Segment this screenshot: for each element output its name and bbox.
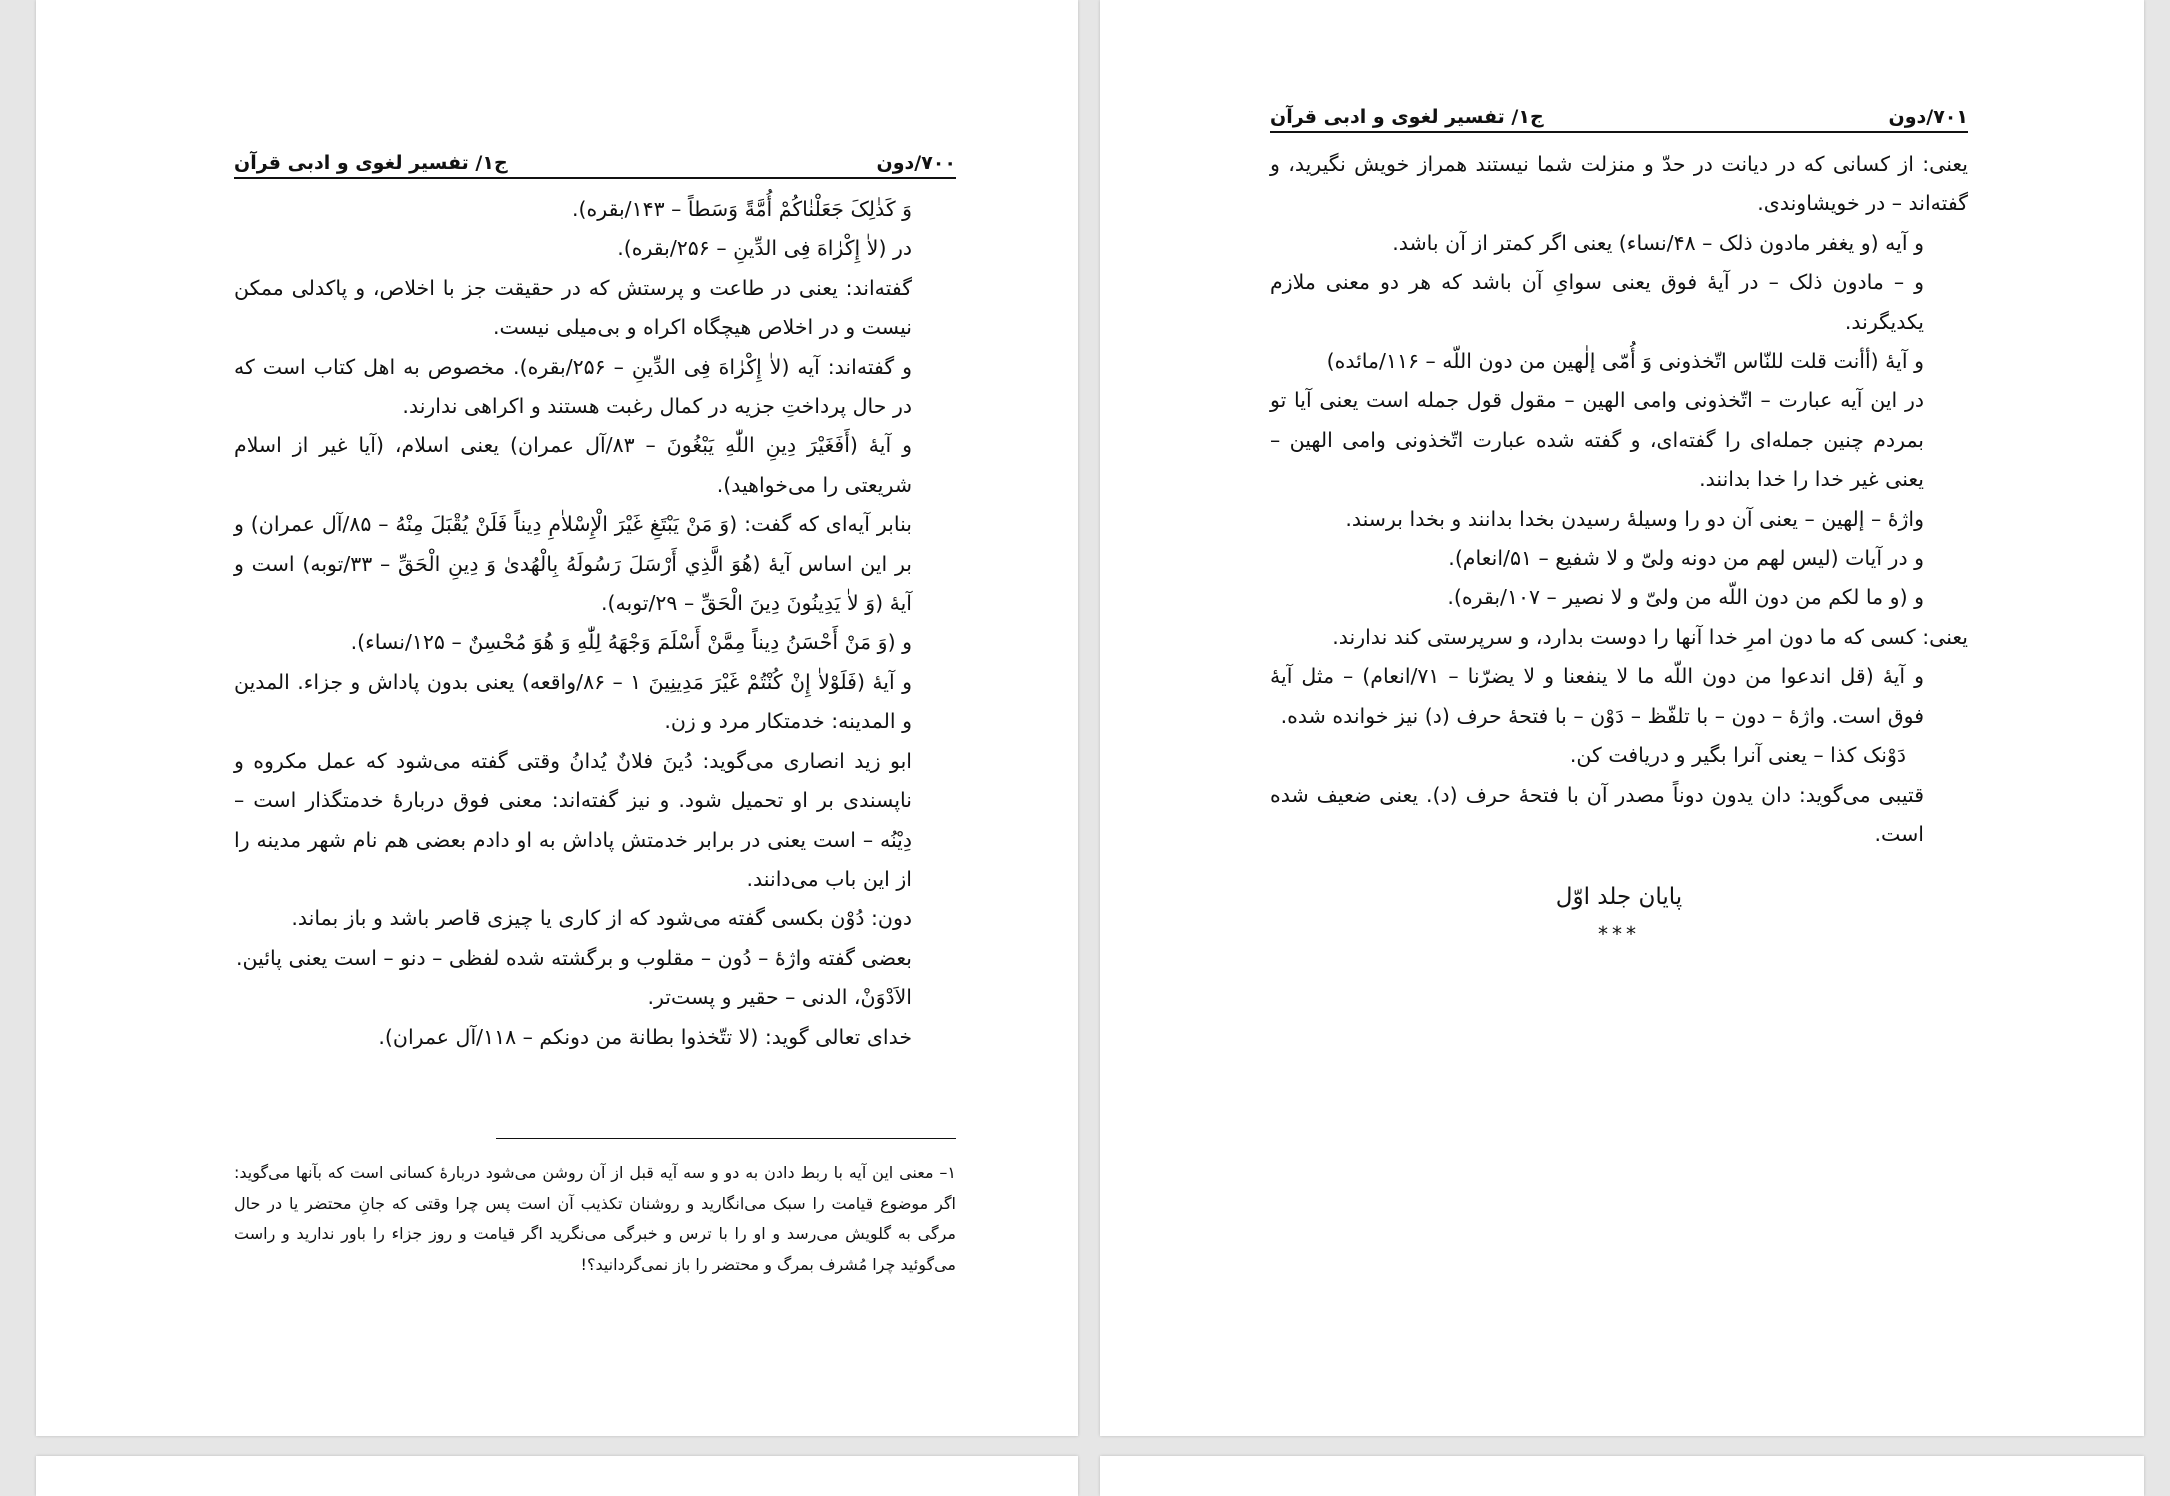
paragraph: واژهٔ – إلهین – یعنی آن دو را وسیلهٔ رسیدن بخدا بدانند و بخدا برسند. [1345,506,1924,531]
right-book-title: ج۱/ تفسیر لغوی و ادبی قرآن [1270,106,1544,128]
left-page [36,0,1078,1436]
left-book-title: ج۱/ تفسیر لغوی و ادبی قرآن [234,152,508,174]
paragraph: الاَدْوَنْ، الدنی – حقیر و پست‌تر. [647,985,912,1010]
paragraph: بعضی گفته واژهٔ – دُون – مقلوب و برگشته شده لفظی – دنو – است یعنی پائین. [236,945,912,970]
footnote-divider [496,1138,956,1139]
paragraph: دَوْنک کذا – یعنی آنرا بگیر و دریافت کن. [1569,743,1906,768]
right-page-body [1270,145,1968,854]
left-page-number: ۷۰۰/دون [876,152,956,174]
paragraph: یعنی: از کسانی که در دیانت در حدّ و منزلت شما نیستند همراز خویش نگیرید، و گفته‌اند – در خویشاوندی. [1270,152,1968,216]
right-page-header [1270,92,1968,133]
paragraph: بنابر آیه‌ای که گفت: (وَ مَنْ یَبْتَغِ غَیْرَ الْإِسْلاٰمِ دِیناً فَلَنْ یُقْبَلَ مِنْهُ – ۸۵/آل عمران) و بر این اساس آیهٔ (هُوَ الَّذِي أَرْسَلَ رَسُولَهُ بِالْهُدیٰ وَ دِینِ الْحَقِّ – ۳۳/توبه) است و آیهٔ (وَ لاٰ یَدِینُونَ دِینَ الْحَقِّ – ۲۹/توبه). [234,512,912,616]
next-page-edge-right [1100,1456,2144,1496]
end-ornament: *** [1598,922,1640,946]
next-page-edge-left [36,1456,1078,1496]
paragraph: و در آیات (لیس لهم من دونه ولیّ و لا شفیع – ۵۱/انعام). [1448,546,1924,571]
paragraph: و آیهٔ (قل اندعوا من دون اللّه ما لا ینفعنا و لا یضرّنا – ۷۱/انعام) – مثل آیهٔ فوق است. واژهٔ – دون – با تلفّظ – دَوْن – با فتحهٔ حرف (د) نیز خوانده شده. [1270,664,1924,728]
paragraph: گفته‌اند: یعنی در طاعت و پرستش که در حقیقت جز با اخلاص، و پاکدلی ممکن نیست و در اخلاص هیچگاه اکراه و بی‌میلی نیست. [234,275,912,340]
paragraph: و آیهٔ (أَفَغَیْرَ دِینِ اللّٰهِ یَبْغُونَ – ۸۳/آل عمران) یعنی اسلام، (آیا غیر از اسلام شریعتی را می‌خواهید). [234,433,913,497]
paragraph: یعنی: کسی که ما دون امرِ خدا آنها را دوست بدارد، و سرپرستی کند ندارند. [1332,624,1968,649]
paragraph: دون: دُوْن بکسی گفته می‌شود که از کاری یا چیزی قاصر باشد و باز بماند. [291,906,912,931]
paragraph: قتیبی می‌گوید: دان یدون دوناً مصدر آن با فتحهٔ حرف (د). یعنی ضعیف شده است. [1270,782,1924,846]
volume-end-title: پایان جلد اوّل [1555,884,1683,910]
right-page-number: ۷۰۱/دون [1888,106,1968,128]
left-page-body [234,190,956,1057]
paragraph: و (وَ مَنْ أَحْسَنُ دِیناً مِمَّنْ أَسْلَمَ وَجْهَهُ لِلّٰهِ وَ هُوَ مُحْسِنٌ – ۱۲۵/نساء). [350,630,912,655]
paragraph: و آیهٔ (أأنت قلت للنّاس اتّخذونی وَ أُمّی إلٰهین من دون اللّه – ۱۱۶/مائده) [1326,349,1924,374]
paragraph: و – مادون ذلک – در آیهٔ فوق یعنی سوایِ آن باشد که هر دو معنی ملازم یکدیگرند. [1270,270,1924,334]
footnote: ۱– معنی این آیه با ربط دادن به دو و سه آیه قبل از آن روشن می‌شود دربارهٔ کسانی است که بآنها می‌گوید: اگر موضوع قیامت را سبک می‌انگارید و روشنان تکذیب آن است پس چرا وقتی که جانِ محتضر یا در حال مرگی به گلویش می‌رسد و او را با ترس و خبرگی می‌نگرید اگر قیامت و روز جزاء را باور ندارید و راست می‌گوئید چرا مُشرف بمرگ و محتضر را باز نمی‌گردانید؟! [234,1163,956,1274]
paragraph: ابو زید انصاری می‌گوید: دُینَ فلانٌ یُدانُ وقتی گفته می‌شود که عمل مکروه و ناپسندی بر او تحمیل شود. و نیز گفته‌اند: معنی فوق دربارهٔ خدمتگذار است – دِیْنُه – است یعنی در برابر خدمتش پاداش به او دادم بعضی هم نام شهر مدینه را از این باب می‌دانند. [234,748,912,891]
paragraph: در (لاٰ إِکْرٰاهَ فِی الدِّینِ – ۲۵۶/بقره). [617,236,912,261]
paragraph: خدای تعالی گوید: (لا تتّخذوا بطانة من دونکم – ۱۱۸/آل عمران). [378,1024,912,1049]
paragraph: و آیهٔ (فَلَوْلاٰ إِنْ کُنْتُمْ غَیْرَ مَدِینِینَ ۱ – ۸۶/واقعه) یعنی بدون پاداش و جزاء. المدین و المدینه: خدمتکار مرد و زن. [234,669,912,734]
paragraph: و (و ما لکم من دون اللّه من ولیّ و لا نصیر – ۱۰۷/بقره). [1447,585,1924,610]
left-page-header [234,138,956,179]
paragraph: و گفته‌اند: آیه (لاٰ إِکْرٰاهَ فِی الدِّینِ – ۲۵۶/بقره). مخصوص به اهل کتاب است که در حال پرداختِ جزیه در کمال رغبت هستند و اکراهی ندارند. [234,354,912,419]
right-page [1100,0,2144,1436]
paragraph: در این آیه عبارت – اتّخذونی وامی الهین – مقول قول جمله است یعنی آیا تو بمردم چنین جمله‌ای را گفته‌ای، و گفته شده عبارت اتّخذونی وامی الهین – یعنی غیر خدا را خدا بدانند. [1270,388,1924,492]
paragraph: و آیه (و یغفر مادون ذلک – ۴۸/نساء) یعنی اگر کمتر از آن باشد. [1392,230,1924,255]
paragraph: وَ کَذٰلِکَ جَعَلْنٰاکُمْ أُمَّةً وَسَطاً – ۱۴۳/بقره). [572,197,912,221]
